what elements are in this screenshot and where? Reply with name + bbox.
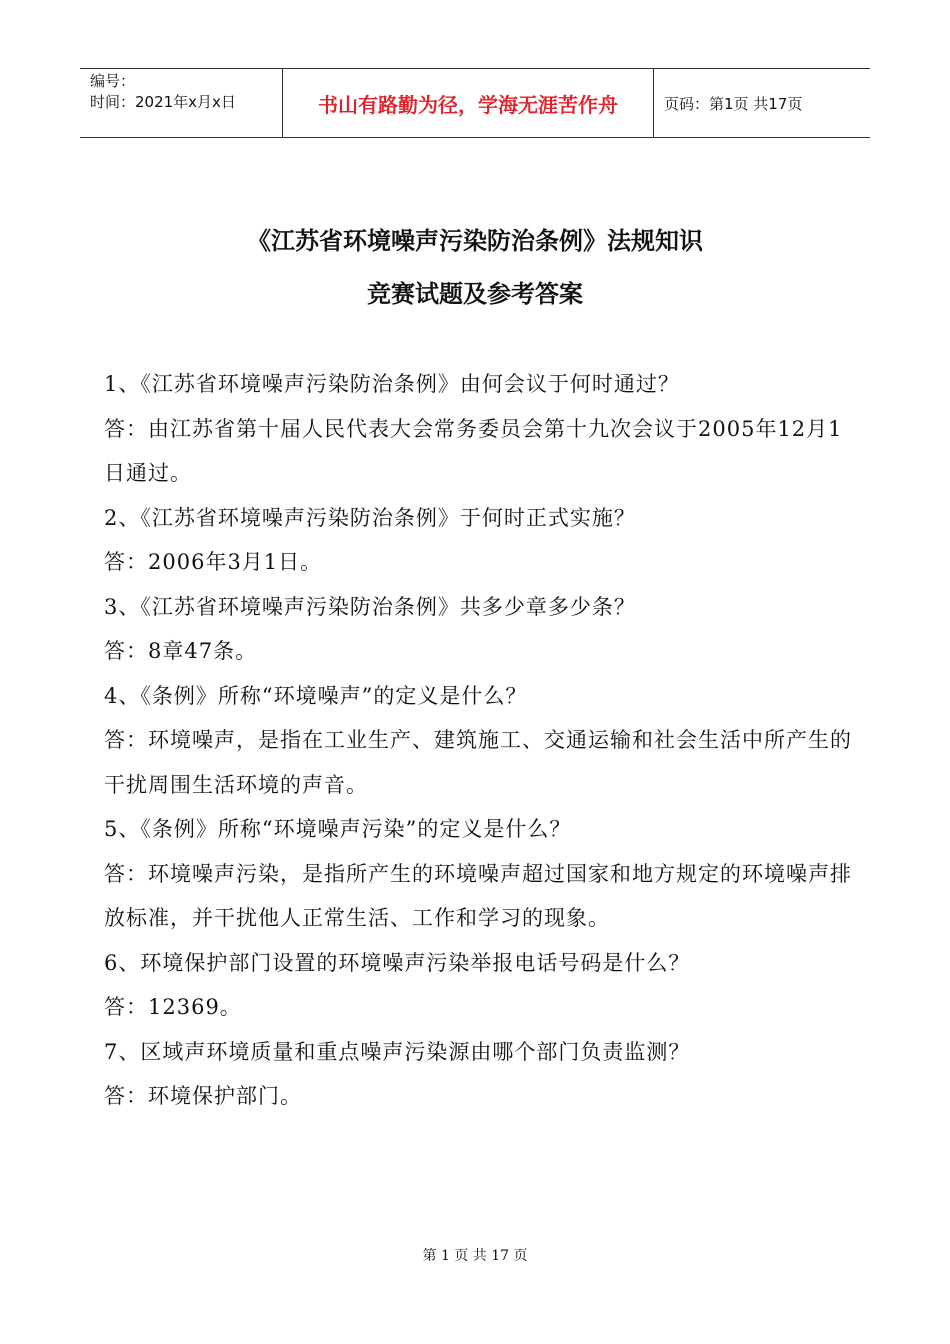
question-1: 1、《江苏省环境噪声污染防治条例》由何会议于何时通过？ — [104, 372, 680, 396]
answer-6: 答：12369。 — [104, 995, 242, 1019]
document-date-label: 时间：2021年x月x日 — [90, 93, 236, 111]
header-motto: 书山有路勤为径，学海无涯苦作舟 — [282, 69, 654, 137]
question-6: 6、环境保护部门设置的环境噪声污染举报电话号码是什么？ — [104, 950, 691, 975]
answer-5: 答：环境噪声污染，是指所产生的环境噪声超过国家和地方规定的环境噪声排放标准，并干扰他人正常生活、工作和学习的现象。 — [104, 861, 852, 930]
page-footer: 第 1 页 共 17 页 — [422, 1248, 528, 1264]
document-body — [104, 362, 854, 1119]
document-title-line-2: 竞赛试题及参考答案 — [367, 279, 583, 308]
answer-1: 答：由江苏省第十届人民代表大会常务委员会第十九次会议于2005年12月1日通过。 — [104, 416, 843, 485]
question-2: 2、《江苏省环境噪声污染防治条例》于何时正式实施？ — [104, 505, 636, 530]
question-4: 4、《条例》所称“环境噪声”的定义是什么？ — [104, 683, 528, 708]
document-title-line-1: 《江苏省环境噪声污染防治条例》法规知识 — [247, 226, 703, 255]
document-number-label: 编号： — [90, 72, 136, 90]
page-header — [80, 68, 870, 138]
header-page-info: 页码：第1页 共17页 — [664, 94, 803, 113]
question-3: 3、《江苏省环境噪声污染防治条例》共多少章多少条？ — [104, 594, 636, 619]
answer-4: 答：环境噪声，是指在工业生产、建筑施工、交通运输和社会生活中所产生的干扰周围生活环境的声音。 — [104, 728, 852, 797]
answer-7: 答：环境保护部门。 — [104, 1084, 302, 1108]
question-5: 5、《条例》所称“环境噪声污染”的定义是什么？ — [104, 817, 572, 841]
answer-2: 答：2006年3月1日。 — [104, 550, 323, 574]
answer-3: 答：8章47条。 — [104, 639, 258, 663]
question-7: 7、区域声环境质量和重点噪声污染源由哪个部门负责监测？ — [104, 1039, 691, 1064]
header-meta — [80, 69, 282, 137]
